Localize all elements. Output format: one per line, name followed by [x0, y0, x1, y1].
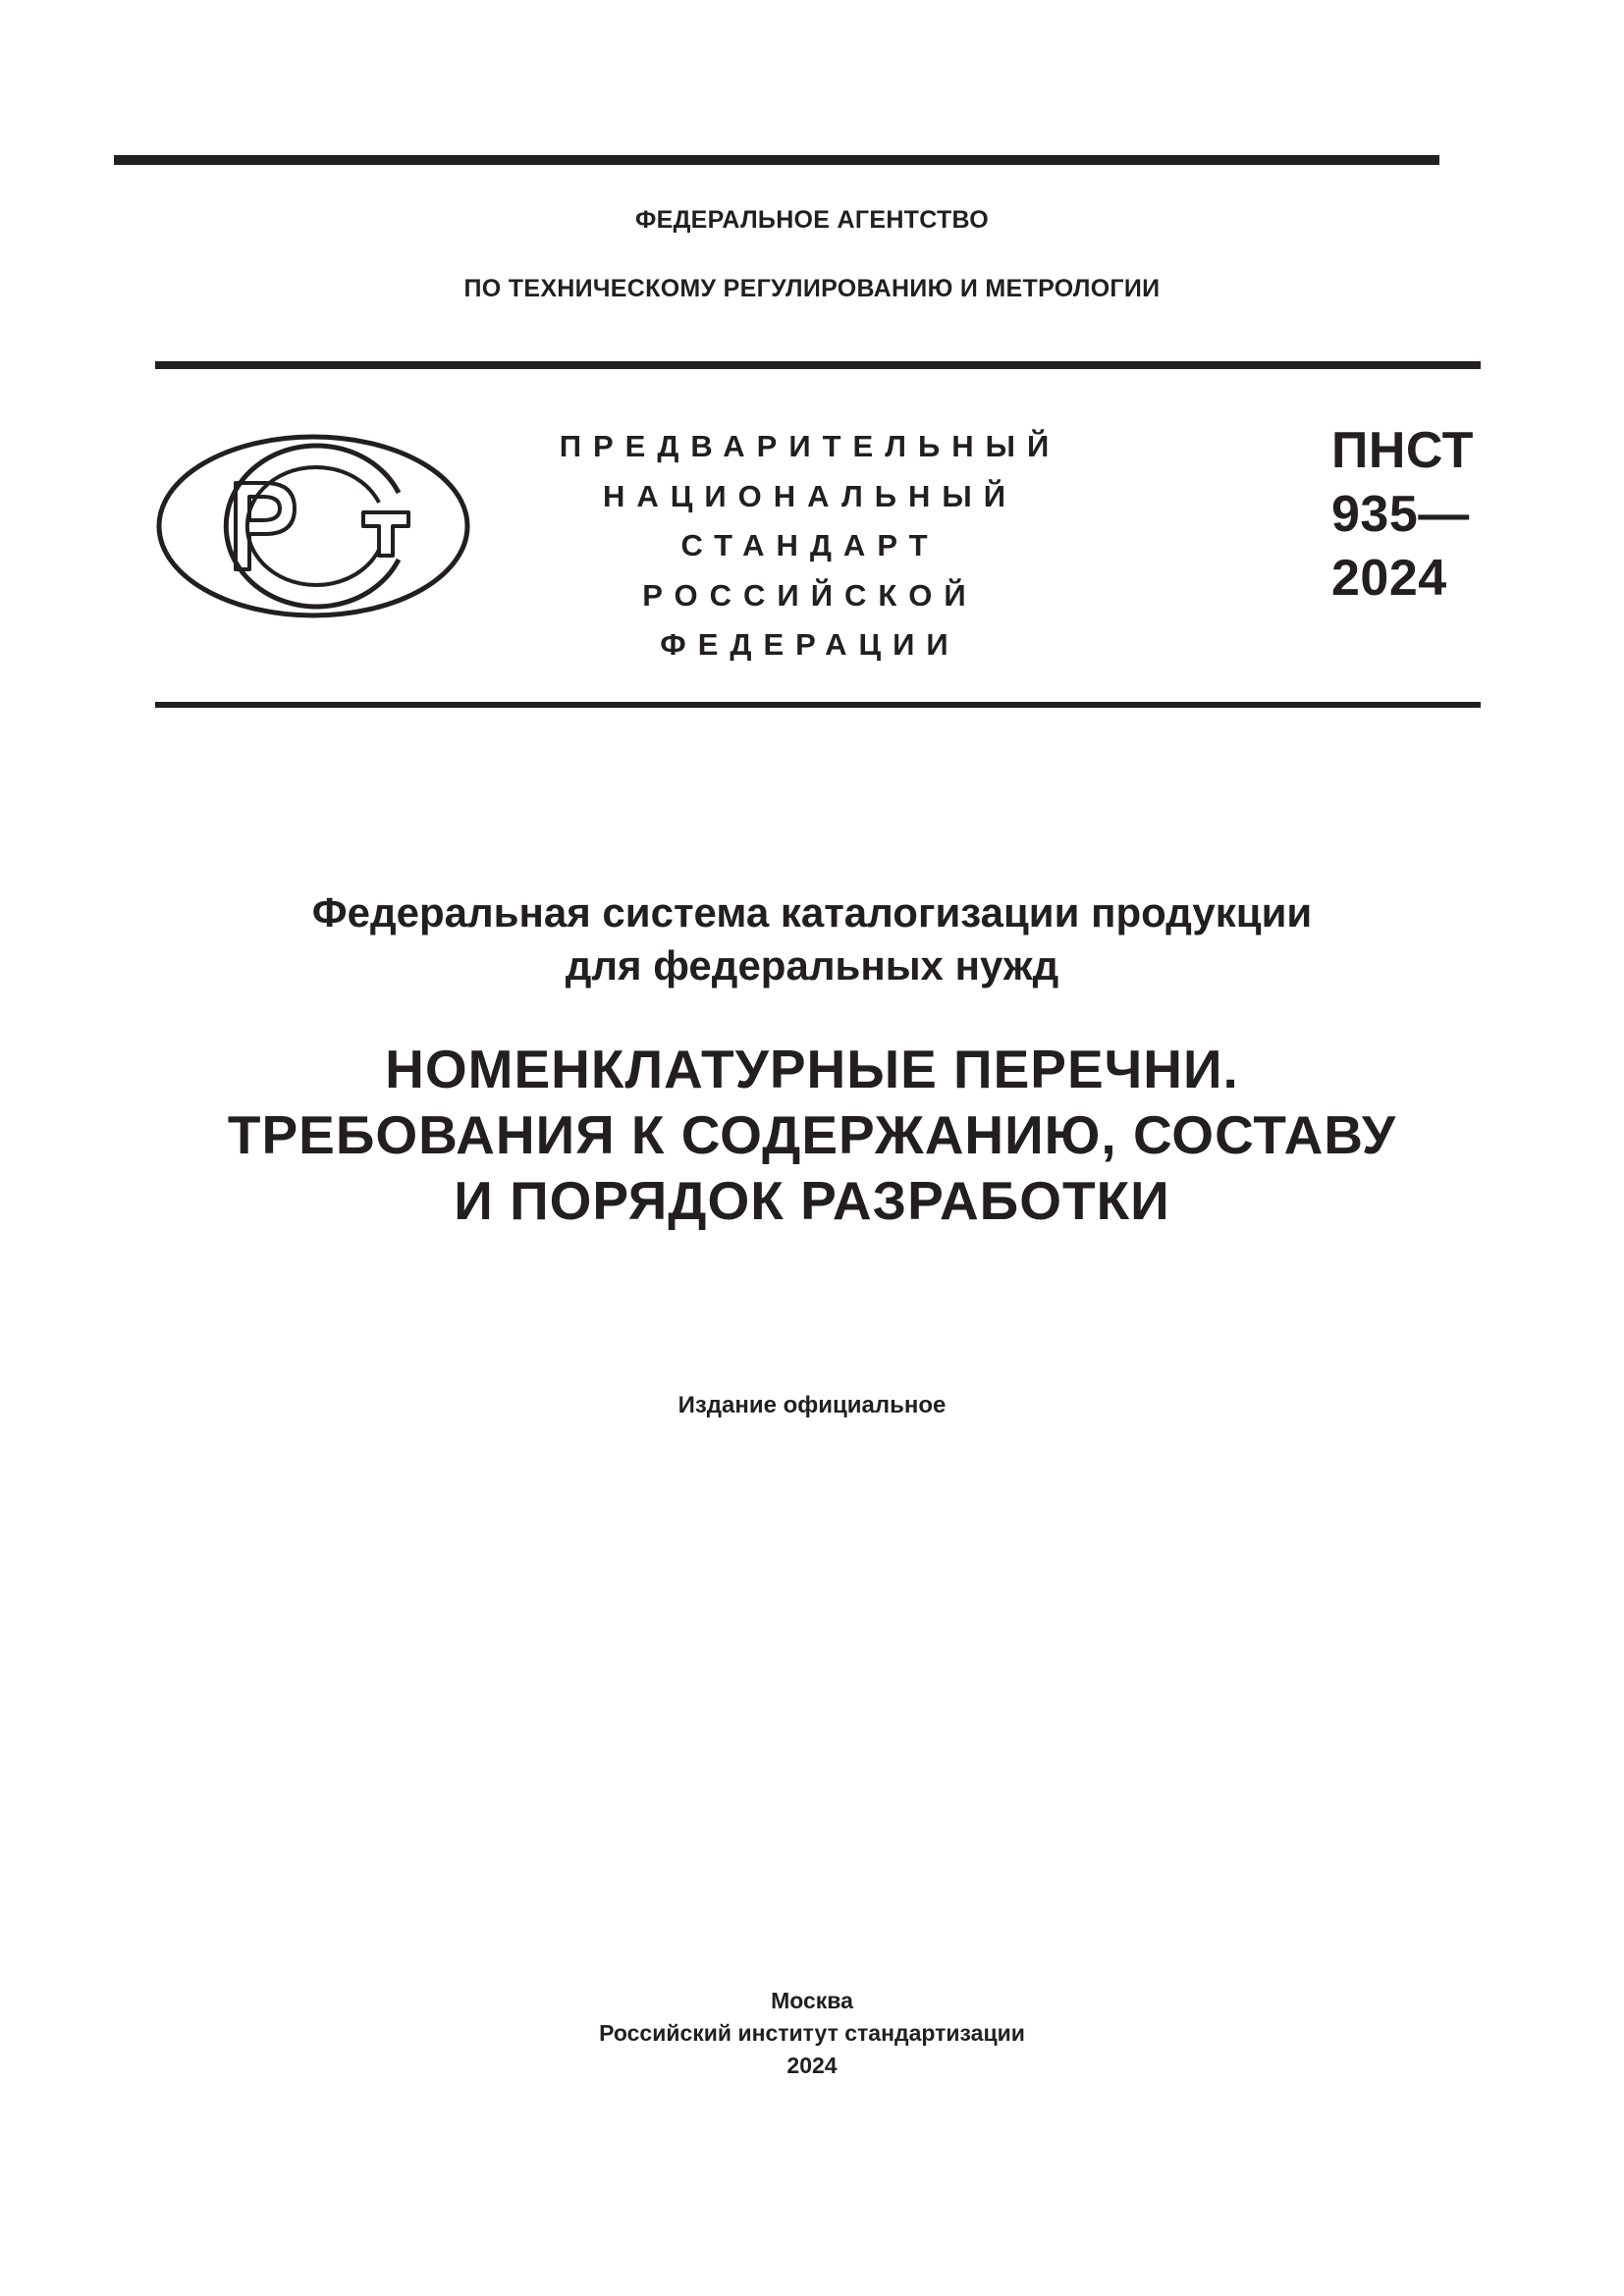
series-title [0, 886, 1624, 992]
standard-type-heading [496, 422, 1124, 670]
standard-type-line: РОССИЙСКОЙ [642, 577, 978, 613]
standard-type-line: НАЦИОНАЛЬНЫЙ [602, 478, 1018, 513]
document-number-line: 935— [1331, 486, 1470, 543]
agency-name-line-1: ФЕДЕРАЛЬНОЕ АГЕНТСТВО [634, 206, 990, 234]
agency-name-line-2: ПО ТЕХНИЧЕСКОМУ РЕГУЛИРОВАНИЮ И МЕТРОЛОГИИ [463, 275, 1161, 302]
header-rule [155, 361, 1481, 369]
imprint [0, 1985, 1624, 2082]
edition-label: Издание официальное [677, 1392, 947, 1418]
top-rule [114, 155, 1439, 165]
document-title-line: ТРЕБОВАНИЯ К СОДЕРЖАНИЮ, СОСТАВУ [227, 1104, 1397, 1165]
series-title-line: Федеральная система каталогизации продукции [311, 889, 1313, 935]
series-title-line: для федеральных нужд [565, 942, 1059, 988]
document-number [1331, 419, 1474, 611]
imprint-city: Москва [771, 1988, 853, 2013]
imprint-publisher: Российский институт стандартизации [599, 2020, 1025, 2046]
document-number-line: ПНСТ [1331, 422, 1474, 479]
header-bottom-rule [155, 702, 1481, 708]
document-title-line: И ПОРЯДОК РАЗРАБОТКИ [454, 1170, 1170, 1231]
standard-type-line: ФЕДЕРАЦИИ [660, 627, 960, 662]
document-number-line: 2024 [1331, 550, 1447, 607]
standard-type-line: ПРЕДВАРИТЕЛЬНЫЙ [559, 429, 1061, 463]
document-title-line: НОМЕНКЛАТУРНЫЕ ПЕРЕЧНИ. [385, 1039, 1239, 1099]
gost-r-mark-icon [155, 432, 471, 620]
document-title [0, 1037, 1624, 1234]
standard-type-line: СТАНДАРТ [680, 528, 940, 562]
imprint-year: 2024 [786, 2053, 838, 2078]
